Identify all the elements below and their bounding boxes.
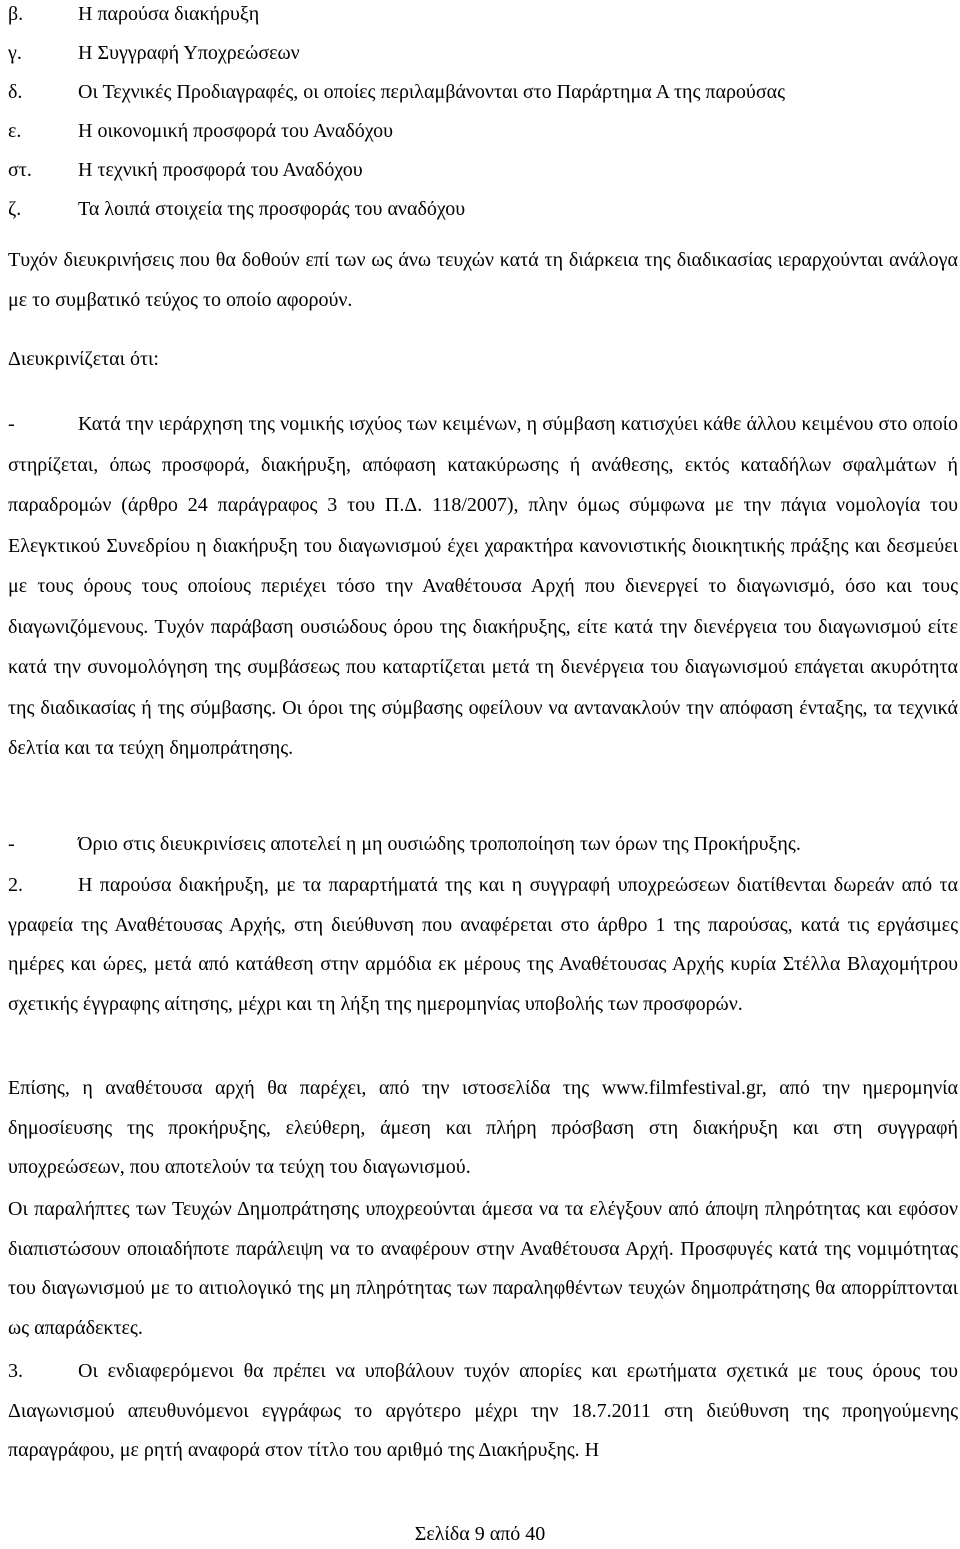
hierarchy-paragraph xyxy=(8,404,958,769)
item-2-paragraph xyxy=(8,866,958,1024)
item-3-text: Οι ενδιαφερόμενοι θα πρέπει να υποβάλουν τυχόν απορίες και ερωτήματα σχετικά με τους όρους του Διαγωνισμού απευθυνόμενοι εγγράφως το αργότερο μέχρι την 18.7.2011 στη διεύθυνση της προηγούμενης παραγράφου, με ρητή αναφορά στον τίτλο του αριθμό της Διακήρυξης. Η xyxy=(8,1360,958,1461)
list-text: Η οικονομική προσφορά του Αναδόχου xyxy=(78,120,394,142)
item-number: 3. xyxy=(8,1360,23,1382)
list-item xyxy=(8,79,958,118)
list-item xyxy=(8,118,958,157)
clarified-heading: Διευκρινίζεται ότι: xyxy=(8,348,159,370)
item-3-block xyxy=(8,1352,958,1471)
list-text: Η Συγγραφή Υποχρεώσεων xyxy=(78,42,300,64)
item-number: 2. xyxy=(8,874,23,896)
page-footer: Σελίδα 9 από 40 xyxy=(414,1523,546,1545)
dash-marker: - xyxy=(8,833,15,855)
website-paragraph: Επίσης, η αναθέτουσα αρχή θα παρέχει, από την ιστοσελίδα της www.filmfestival.gr, από την ημερομηνία δημοσίευσης της προκήρυξης, ελεύθερη, άμεση και πλήρη πρόσβαση στη διακήρυξη και στη συγγραφή υποχρεώσεων, που αποτελούν τα τεύχη του διαγωνισμού. xyxy=(8,1077,958,1178)
item-3-paragraph xyxy=(8,1352,958,1471)
list-item xyxy=(8,1,958,40)
clarifications-block xyxy=(8,241,958,320)
list-text: Η τεχνική προσφορά του Αναδόχου xyxy=(78,159,363,181)
list-marker: ζ. xyxy=(8,198,22,220)
list-item xyxy=(8,157,958,196)
limit-paragraph xyxy=(8,831,958,857)
clarified-heading-block xyxy=(8,346,958,372)
item-2-text: Η παρούσα διακήρυξη, με τα παραρτήματά της και η συγγραφή υποχρεώσεων διατίθενται δωρεάν από τα γραφεία της Αναθέτουσας Αρχής, στη διεύθυνση που αναφέρεται στο άρθρο 1 της παρούσας, κατά τις εργάσιμες ημέρες και ώρες, μετά από κατάθεση στην αρμόδια εκ μέρους της Αναθέτουσας Αρχής κυρία Στέλλα Βλαχομήτρου σχετικής έγγραφης αίτησης, μέχρι και τη λήξη της ημερομηνίας υποβολής των προσφορών. xyxy=(8,874,958,1015)
list-marker: β. xyxy=(8,3,24,25)
recipients-block xyxy=(8,1190,958,1348)
list-marker: ε. xyxy=(8,120,22,142)
documents-list xyxy=(8,1,958,235)
list-text: Οι Τεχνικές Προδιαγραφές, οι οποίες περιλαμβάνονται στο Παράρτημα Α της παρούσας xyxy=(78,81,786,103)
hierarchy-block xyxy=(8,404,958,769)
website-block xyxy=(8,1069,958,1188)
clarifications-paragraph: Τυχόν διευκρινήσεις που θα δοθούν επί των ως άνω τευχών κατά τη διάρκεια της διαδικασίας ιεραρχούνται ανάλογα με το συμβατικό τεύχος το οποίο αφορούν. xyxy=(8,249,958,311)
list-marker: δ. xyxy=(8,81,23,103)
limit-text: Όριο στις διευκρινίσεις αποτελεί η μη ουσιώδης τροποποίηση των όρων της Προκήρυξης. xyxy=(78,833,801,855)
limit-block xyxy=(8,831,958,857)
list-marker: στ. xyxy=(8,159,32,181)
item-2-block xyxy=(8,866,958,1024)
list-item xyxy=(8,196,958,235)
list-text: Η παρούσα διακήρυξη xyxy=(78,3,260,25)
hierarchy-text: Κατά την ιεράρχηση της νομικής ισχύος των κειμένων, η σύμβαση κατισχύει κάθε άλλου κειμένου στο οποίο στηρίζεται, όπως προσφορά, διακήρυξη, απόφαση κατακύρωσης ή ανάθεσης, εκτός καταδήλων σφαλμάτων ή παραδρομών (άρθρο 24 παράγραφος 3 του Π.Δ. 118/2007), πλην όμως σύμφωνα με την πάγια νομολογία του Ελεγκτικού Συνεδρίου η διακήρυξη του διαγωνισμού έχει χαρακτήρα κανονιστικής διοικητικής πράξης και δεσμεύει με τους όρους τους οποίους περιέχει τόσο την Αναθέτουσα Αρχή που διενεργεί το διαγωνισμό, όσο και τους διαγωνιζόμενους. Τυχόν παράβαση ουσιώδους όρου της διακήρυξης, είτε κατά την διενέργεια του διαγωνισμού είτε κατά την συνομολόγηση της συμβάσεως που καταρτίζεται μετά τη διενέργεια του διαγωνισμού επάγεται ακυρότητα της διαδικασίας ή της σύμβασης. Οι όροι της σύμβασης οφείλουν να αντανακλούν την απόφαση ένταξης, τα τεχνικά δελτία και τα τεύχη δημοπράτησης. xyxy=(8,413,958,759)
list-item xyxy=(8,40,958,79)
dash-marker: - xyxy=(8,413,15,435)
recipients-paragraph: Οι παραλήπτες των Τευχών Δημοπράτησης υποχρεούνται άμεσα να τα ελέγξουν από άποψη πληρότητας και εφόσον διαπιστώσουν οποιαδήποτε παράλειψη να το αναφέρουν στην Αναθέτουσα Αρχή. Προσφυγές κατά της νομιμότητας του διαγωνισμού με το αιτιολογικό της μη πληρότητας των παραληφθέντων τευχών δημοπράτησης θα απορρίπτονται ως απαράδεκτες. xyxy=(8,1198,958,1339)
list-text: Τα λοιπά στοιχεία της προσφοράς του αναδόχου xyxy=(78,198,466,220)
list-marker: γ. xyxy=(8,42,22,64)
